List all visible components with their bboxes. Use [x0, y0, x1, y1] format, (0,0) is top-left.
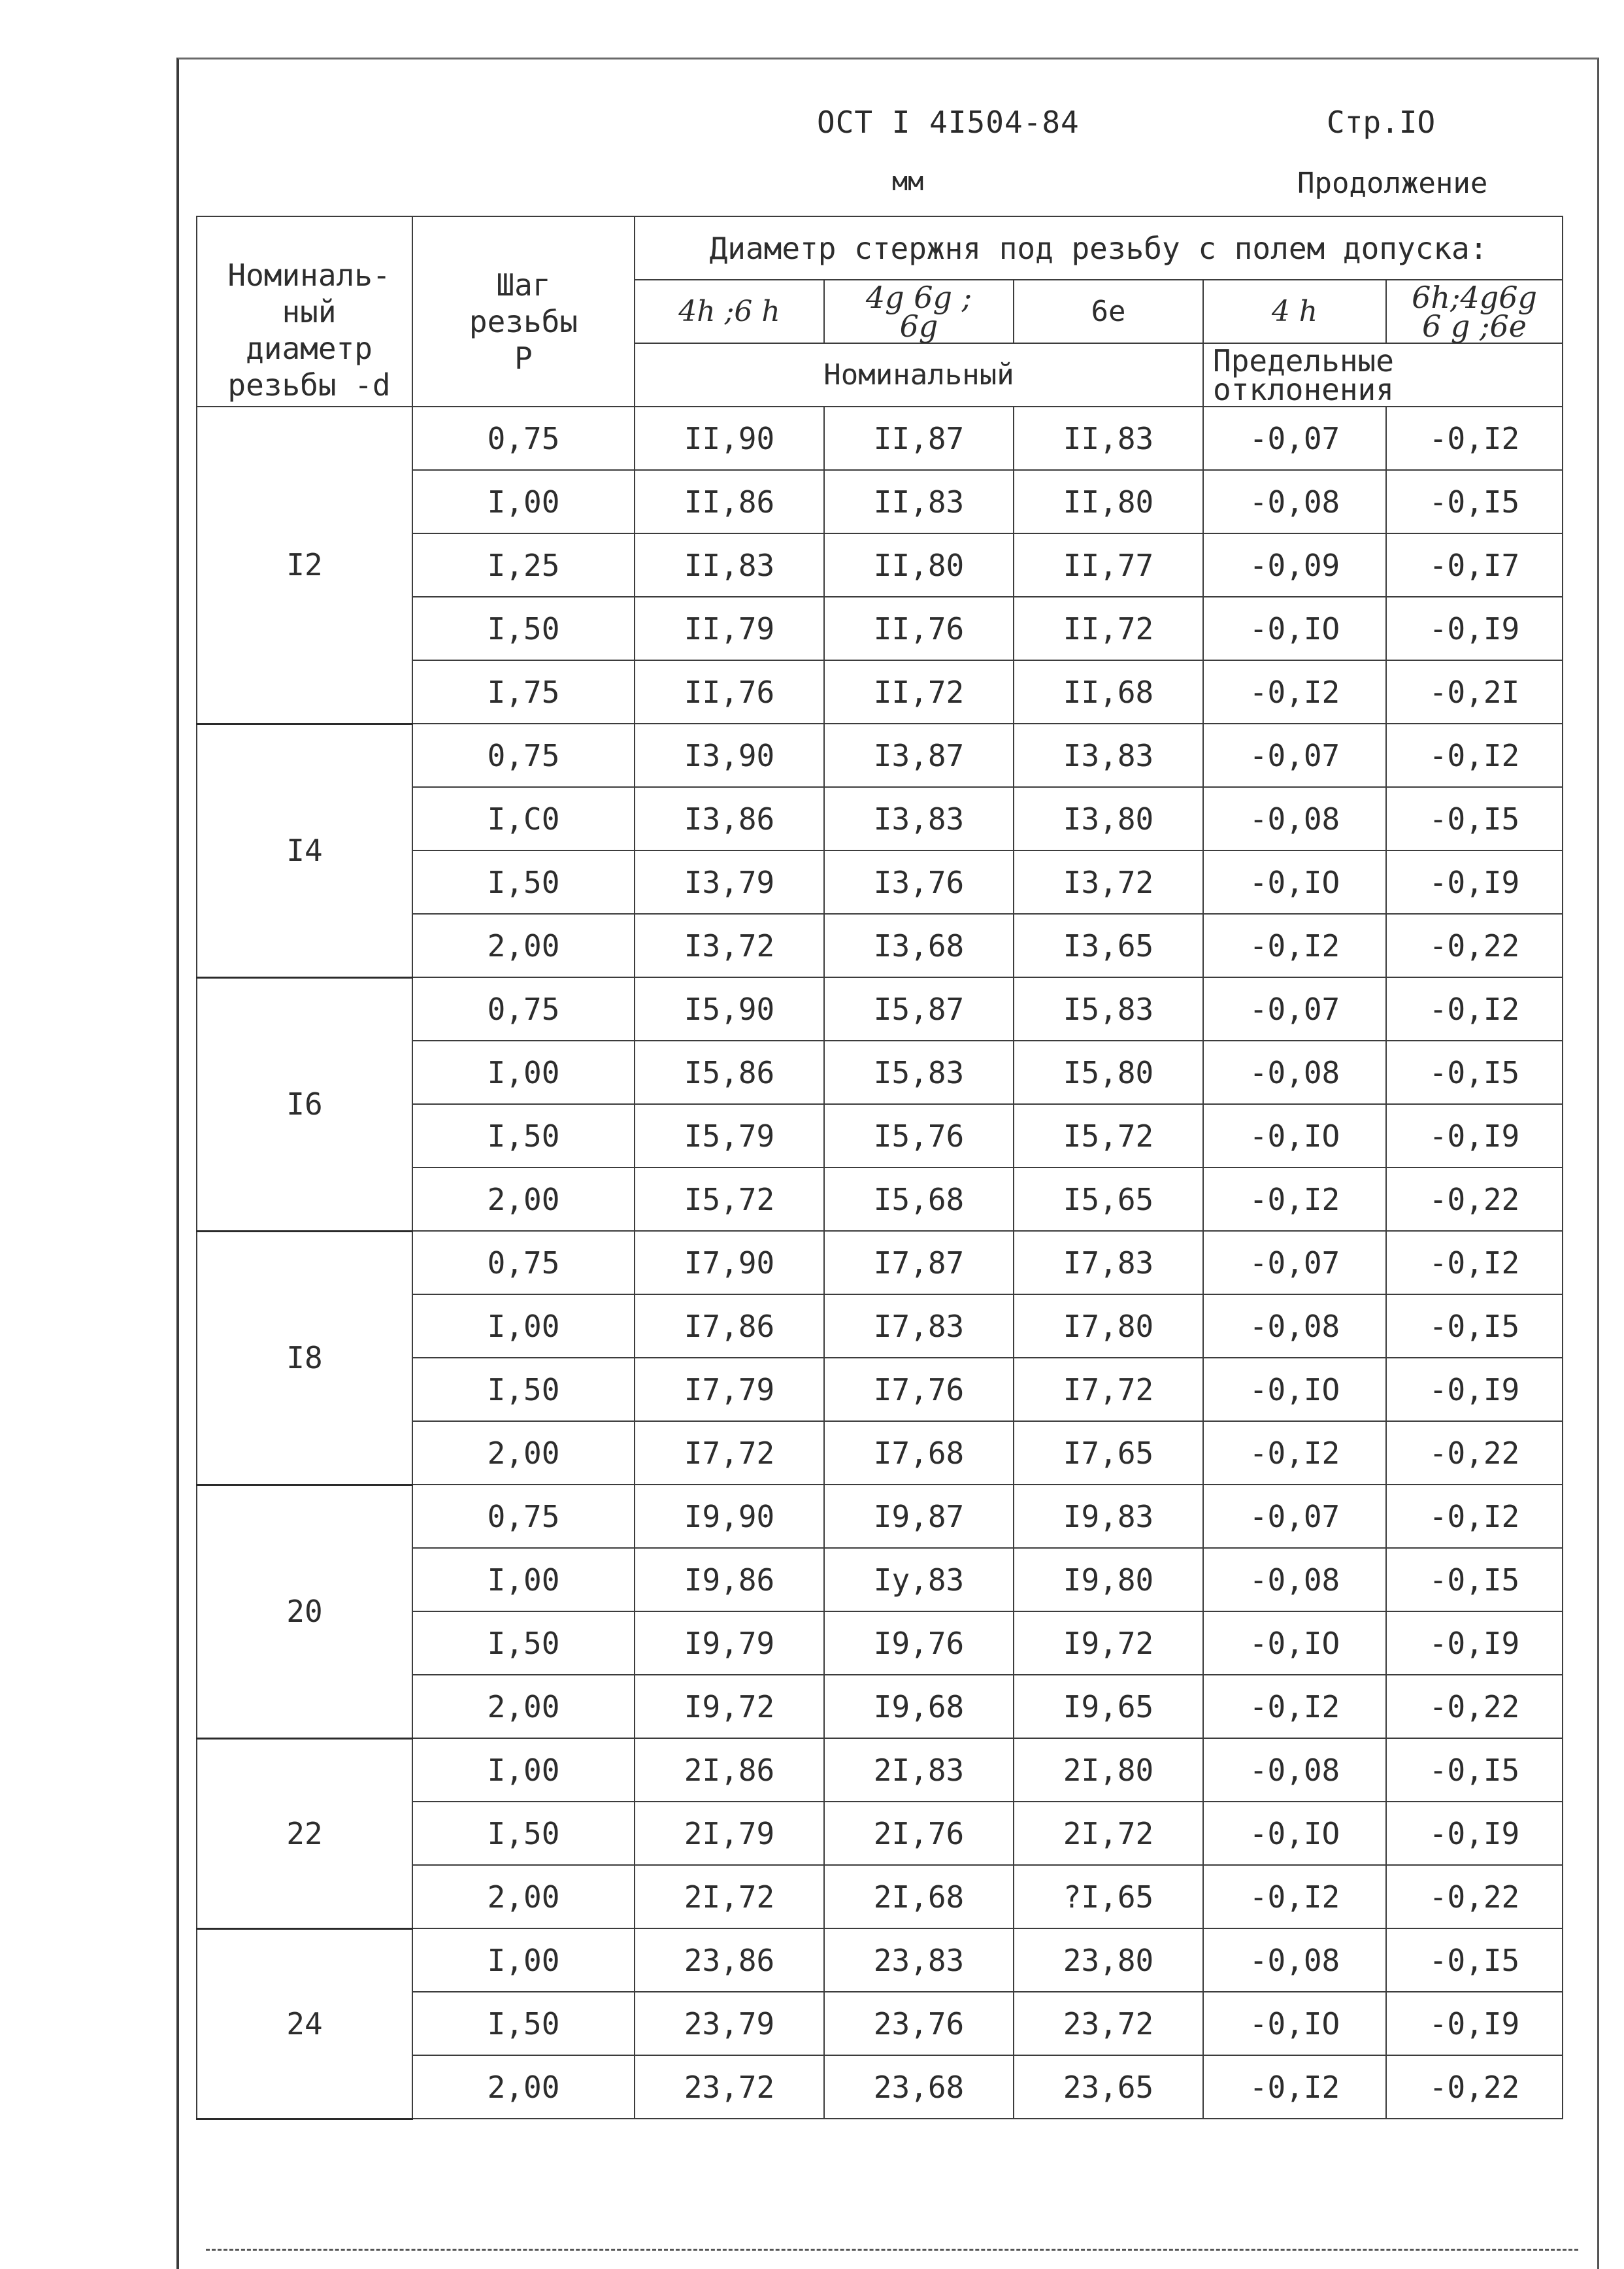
field-4h-6h: 4h ;6 h [635, 280, 824, 343]
deviation-cell: -0,08 [1203, 1928, 1386, 1992]
deviation-cell: -0,22 [1386, 1865, 1563, 1928]
deviation-cell: -0,IO [1203, 1802, 1386, 1865]
deviation-cell: -0,I9 [1386, 1611, 1563, 1675]
nominal-value-cell: I7,86 [635, 1294, 824, 1358]
nominal-value-cell: I5,83 [1014, 977, 1203, 1041]
field-4g6g-6g: 4g 6g ; 6g [824, 280, 1014, 343]
nominal-value-cell: I3,72 [1014, 850, 1203, 914]
deviation-cell: -0,IO [1203, 1104, 1386, 1168]
nominal-value-cell: ?I,65 [1014, 1865, 1203, 1928]
pitch-cell: I,00 [412, 1928, 635, 1992]
nominal-value-cell: II,86 [635, 470, 824, 533]
nominal-value-cell: 23,65 [1014, 2055, 1203, 2119]
nominal-value-cell: I3,68 [824, 914, 1014, 977]
deviation-cell: -0,08 [1203, 1041, 1386, 1104]
deviation-cell: -0,08 [1203, 470, 1386, 533]
field-6h-4g6g-6g-6e: 6h;4g6g 6 g ;6e [1386, 280, 1563, 343]
nominal-value-cell: I3,83 [1014, 724, 1203, 787]
nominal-value-cell: I7,83 [824, 1294, 1014, 1358]
table-row [197, 407, 1563, 470]
nominal-diameter-cell: I2 [197, 407, 412, 724]
nominal-value-cell: I9,68 [824, 1675, 1014, 1738]
deviation-cell: -0,I2 [1203, 1421, 1386, 1485]
nominal-value-cell: 2I,76 [824, 1802, 1014, 1865]
pitch-cell: I,75 [412, 660, 635, 724]
deviation-cell: -0,I2 [1203, 660, 1386, 724]
nominal-value-cell: I3,90 [635, 724, 824, 787]
pitch-cell: 2,00 [412, 1675, 635, 1738]
pitch-cell: I,50 [412, 597, 635, 660]
nominal-value-cell: I9,72 [1014, 1611, 1203, 1675]
deviation-cell: -0,I7 [1386, 533, 1563, 597]
field-6e: 6e [1014, 280, 1203, 343]
pitch-cell: 2,00 [412, 1168, 635, 1231]
deviation-cell: -0,I5 [1386, 1738, 1563, 1802]
nominal-value-cell: I9,72 [635, 1675, 824, 1738]
nominal-value-cell: II,68 [1014, 660, 1203, 724]
deviation-cell: -0,22 [1386, 2055, 1563, 2119]
nominal-diameter-cell: I6 [197, 977, 412, 1231]
deviation-cell: -0,I9 [1386, 1358, 1563, 1421]
table-row [197, 977, 1563, 1041]
deviation-cell: -0,IO [1203, 1992, 1386, 2055]
field-4h: 4 h [1203, 280, 1386, 343]
deviation-cell: -0,I9 [1386, 1992, 1563, 2055]
nominal-value-cell: I9,79 [635, 1611, 824, 1675]
table-row [197, 724, 1563, 787]
nominal-value-cell: 23,86 [635, 1928, 824, 1992]
nominal-value-cell: I7,90 [635, 1231, 824, 1294]
deviation-cell: -0,I5 [1386, 787, 1563, 850]
pitch-cell: I,00 [412, 1548, 635, 1611]
pitch-cell: 0,75 [412, 977, 635, 1041]
nominal-diameter-cell: I4 [197, 724, 412, 977]
deviation-cell: -0,I9 [1386, 1802, 1563, 1865]
nominal-value-cell: 2I,83 [824, 1738, 1014, 1802]
table-row [197, 1485, 1563, 1548]
nominal-value-cell: I7,83 [1014, 1231, 1203, 1294]
thread-diameter-table [196, 216, 1563, 2120]
nominal-value-cell: I9,87 [824, 1485, 1014, 1548]
deviation-cell: -0,I2 [1203, 1675, 1386, 1738]
deviation-cell: -0,07 [1203, 724, 1386, 787]
pitch-cell: 0,75 [412, 407, 635, 470]
nominal-value-cell: I3,83 [824, 787, 1014, 850]
deviation-cell: -0,I5 [1386, 1928, 1563, 1992]
nominal-value-cell: II,83 [824, 470, 1014, 533]
deviation-cell: -0,I9 [1386, 597, 1563, 660]
deviation-cell: -0,I9 [1386, 1104, 1563, 1168]
nominal-value-cell: II,79 [635, 597, 824, 660]
footer-rule [206, 2249, 1578, 2251]
pitch-cell: I,50 [412, 1358, 635, 1421]
table-row [197, 1231, 1563, 1294]
nominal-value-cell: II,76 [635, 660, 824, 724]
deviation-cell: -0,08 [1203, 1738, 1386, 1802]
pitch-cell: 0,75 [412, 1231, 635, 1294]
nominal-value-cell: I3,72 [635, 914, 824, 977]
doc-code: ОСТ I 4I504-84 [817, 105, 1080, 140]
nominal-value-cell: II,80 [824, 533, 1014, 597]
nominal-value-cell: II,87 [824, 407, 1014, 470]
nominal-value-cell: I5,86 [635, 1041, 824, 1104]
nominal-value-cell: 23,83 [824, 1928, 1014, 1992]
deviation-cell: -0,22 [1386, 1168, 1563, 1231]
nominal-value-cell: I5,65 [1014, 1168, 1203, 1231]
deviation-cell: -0,I2 [1386, 724, 1563, 787]
nominal-value-cell: 23,72 [1014, 1992, 1203, 2055]
deviation-cell: -0,IO [1203, 850, 1386, 914]
deviation-cell: -0,I2 [1203, 1865, 1386, 1928]
pitch-cell: I,50 [412, 1802, 635, 1865]
nominal-value-cell: II,76 [824, 597, 1014, 660]
nominal-value-cell: I9,65 [1014, 1675, 1203, 1738]
nominal-value-cell: I3,76 [824, 850, 1014, 914]
nominal-value-cell: I5,72 [1014, 1104, 1203, 1168]
nominal-value-cell: I3,65 [1014, 914, 1203, 977]
pitch-cell: I,50 [412, 1611, 635, 1675]
nominal-value-cell: 2I,72 [1014, 1802, 1203, 1865]
nominal-value-cell: 2I,86 [635, 1738, 824, 1802]
pitch-cell: I,50 [412, 1992, 635, 2055]
nominal-value-cell: I3,79 [635, 850, 824, 914]
nominal-diameter-cell: 22 [197, 1738, 412, 1928]
deviation-cell: -0,I5 [1386, 1041, 1563, 1104]
nominal-value-cell: I3,86 [635, 787, 824, 850]
nominal-value-cell: I5,80 [1014, 1041, 1203, 1104]
nominal-value-cell: 2I,79 [635, 1802, 824, 1865]
nominal-value-cell: I9,83 [1014, 1485, 1203, 1548]
nominal-value-cell: I3,80 [1014, 787, 1203, 850]
nominal-value-cell: I9,76 [824, 1611, 1014, 1675]
nominal-value-cell: 23,68 [824, 2055, 1014, 2119]
table-row [197, 1738, 1563, 1802]
nominal-value-cell: 23,80 [1014, 1928, 1203, 1992]
nominal-value-cell: I9,86 [635, 1548, 824, 1611]
pitch-cell: 0,75 [412, 724, 635, 787]
nominal-value-cell: I7,68 [824, 1421, 1014, 1485]
deviation-cell: -0,07 [1203, 1485, 1386, 1548]
deviation-cell: -0,09 [1203, 533, 1386, 597]
deviation-cell: -0,22 [1386, 914, 1563, 977]
deviation-cell: -0,2I [1386, 660, 1563, 724]
deviation-cell: -0,IO [1203, 1611, 1386, 1675]
deviation-cell: -0,22 [1386, 1421, 1563, 1485]
pitch-cell: I,50 [412, 1104, 635, 1168]
nominal-diameter-cell: I8 [197, 1231, 412, 1485]
nominal-value-cell: I5,90 [635, 977, 824, 1041]
pitch-cell: I,25 [412, 533, 635, 597]
deviation-cell: -0,I2 [1203, 1168, 1386, 1231]
nominal-value-cell: II,72 [824, 660, 1014, 724]
nominal-value-cell: 2I,72 [635, 1865, 824, 1928]
nominal-value-cell: I7,65 [1014, 1421, 1203, 1485]
pitch-cell: I,00 [412, 1041, 635, 1104]
page-number: Стр.IO [1327, 105, 1436, 140]
deviation-cell: -0,I5 [1386, 1548, 1563, 1611]
nominal-value-cell: I7,72 [635, 1421, 824, 1485]
pitch-cell: 2,00 [412, 2055, 635, 2119]
nominal-value-cell: I5,72 [635, 1168, 824, 1231]
nominal-value-cell: I7,87 [824, 1231, 1014, 1294]
header-thread-pitch: Шаг резьбы Р [412, 216, 635, 407]
nominal-value-cell: II,77 [1014, 533, 1203, 597]
deviation-cell: -0,07 [1203, 1231, 1386, 1294]
nominal-value-cell: I5,79 [635, 1104, 824, 1168]
deviation-cell: -0,08 [1203, 787, 1386, 850]
header-deviations: Предельные отклонения [1203, 343, 1563, 407]
pitch-cell: I,00 [412, 1738, 635, 1802]
deviation-cell: -0,07 [1203, 977, 1386, 1041]
nominal-value-cell: I7,76 [824, 1358, 1014, 1421]
nominal-value-cell: II,72 [1014, 597, 1203, 660]
nominal-value-cell: Iy,83 [824, 1548, 1014, 1611]
nominal-value-cell: I3,87 [824, 724, 1014, 787]
pitch-cell: I,00 [412, 1294, 635, 1358]
deviation-cell: -0,07 [1203, 407, 1386, 470]
deviation-cell: -0,I5 [1386, 470, 1563, 533]
pitch-cell: 0,75 [412, 1485, 635, 1548]
deviation-cell: -0,I9 [1386, 850, 1563, 914]
deviation-cell: -0,I2 [1386, 977, 1563, 1041]
nominal-value-cell: I5,68 [824, 1168, 1014, 1231]
header-nominal-diameter: Номиналь- ный диаметр резьбы -d [197, 216, 412, 407]
deviation-cell: -0,I5 [1386, 1294, 1563, 1358]
pitch-cell: 2,00 [412, 1865, 635, 1928]
pitch-cell: I,C0 [412, 787, 635, 850]
deviation-cell: -0,I2 [1386, 1485, 1563, 1548]
deviation-cell: -0,08 [1203, 1294, 1386, 1358]
nominal-value-cell: I5,87 [824, 977, 1014, 1041]
nominal-diameter-cell: 20 [197, 1485, 412, 1738]
nominal-value-cell: I9,90 [635, 1485, 824, 1548]
nominal-value-cell: I9,80 [1014, 1548, 1203, 1611]
deviation-cell: -0,IO [1203, 1358, 1386, 1421]
nominal-value-cell: II,83 [1014, 407, 1203, 470]
nominal-value-cell: I7,80 [1014, 1294, 1203, 1358]
deviation-cell: -0,22 [1386, 1675, 1563, 1738]
nominal-value-cell: I7,79 [635, 1358, 824, 1421]
nominal-value-cell: I5,76 [824, 1104, 1014, 1168]
deviation-cell: -0,08 [1203, 1548, 1386, 1611]
deviation-cell: -0,I2 [1386, 1231, 1563, 1294]
table-row [197, 1928, 1563, 1992]
pitch-cell: 2,00 [412, 914, 635, 977]
unit-label: мм [892, 167, 924, 197]
deviation-cell: -0,I2 [1386, 407, 1563, 470]
continuation-label: Продолжение [1297, 167, 1488, 200]
nominal-value-cell: II,80 [1014, 470, 1203, 533]
deviation-cell: -0,I2 [1203, 914, 1386, 977]
nominal-value-cell: I5,83 [824, 1041, 1014, 1104]
nominal-value-cell: I7,72 [1014, 1358, 1203, 1421]
deviation-cell: -0,I2 [1203, 2055, 1386, 2119]
nominal-value-cell: 23,72 [635, 2055, 824, 2119]
nominal-value-cell: 23,76 [824, 1992, 1014, 2055]
pitch-cell: I,00 [412, 470, 635, 533]
deviation-cell: -0,IO [1203, 597, 1386, 660]
pitch-cell: 2,00 [412, 1421, 635, 1485]
nominal-value-cell: 23,79 [635, 1992, 824, 2055]
header-tolerance-group: Диаметр стержня под резьбу с полем допуска: [635, 216, 1563, 280]
nominal-value-cell: II,90 [635, 407, 824, 470]
nominal-diameter-cell: 24 [197, 1928, 412, 2119]
pitch-cell: I,50 [412, 850, 635, 914]
header-nominal: Номинальный [635, 343, 1203, 407]
nominal-value-cell: 2I,68 [824, 1865, 1014, 1928]
nominal-value-cell: II,83 [635, 533, 824, 597]
nominal-value-cell: 2I,80 [1014, 1738, 1203, 1802]
